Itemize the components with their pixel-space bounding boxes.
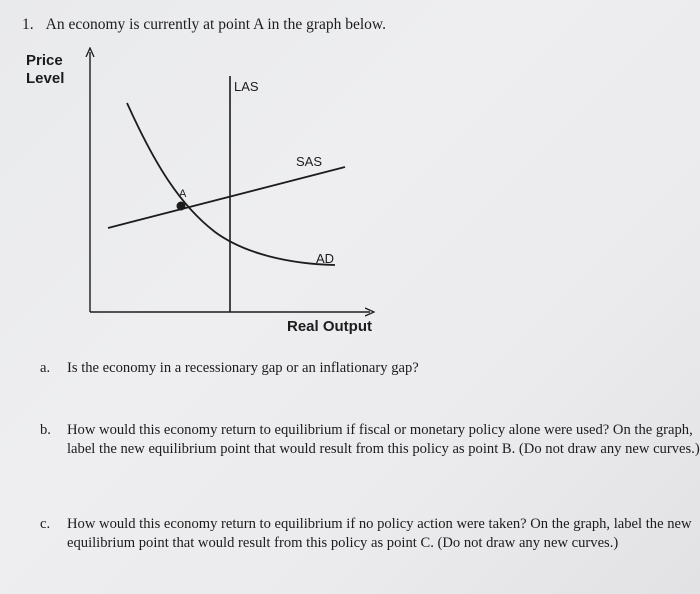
x-axis-label: Real Output <box>287 318 372 335</box>
las-label: LAS <box>234 79 259 94</box>
y-axis-label-line2: Level <box>26 70 65 87</box>
question-number: 1. <box>22 16 34 33</box>
sas-label: SAS <box>296 154 323 169</box>
question-prompt: An economy is currently at point A in the graph below. <box>45 16 386 33</box>
y-axis-label-line1: Price <box>26 52 63 69</box>
part-b-letter: b. <box>40 422 51 438</box>
part-b-text: How would this economy return to equilibrium if fiscal or monetary policy alone were used? On the graph, label the new equilibrium point that would result from this policy as point B. (Do not draw any new curves.) <box>67 422 700 457</box>
sas-curve <box>108 167 345 228</box>
point-a-label: A <box>179 188 187 200</box>
ad-curve <box>127 103 335 265</box>
part-c-text: How would this economy return to equilibrium if no policy action were taken? On the graph, label the new equilibrium point that would result from this policy as point C. (Do not draw any new curves.) <box>67 516 692 551</box>
point-a[interactable] <box>177 202 186 211</box>
ad-label: AD <box>316 251 335 266</box>
part-a-text: Is the economy in a recessionary gap or an inflationary gap? <box>67 360 419 376</box>
part-a-letter: a. <box>40 360 51 376</box>
part-c-letter: c. <box>40 516 51 532</box>
